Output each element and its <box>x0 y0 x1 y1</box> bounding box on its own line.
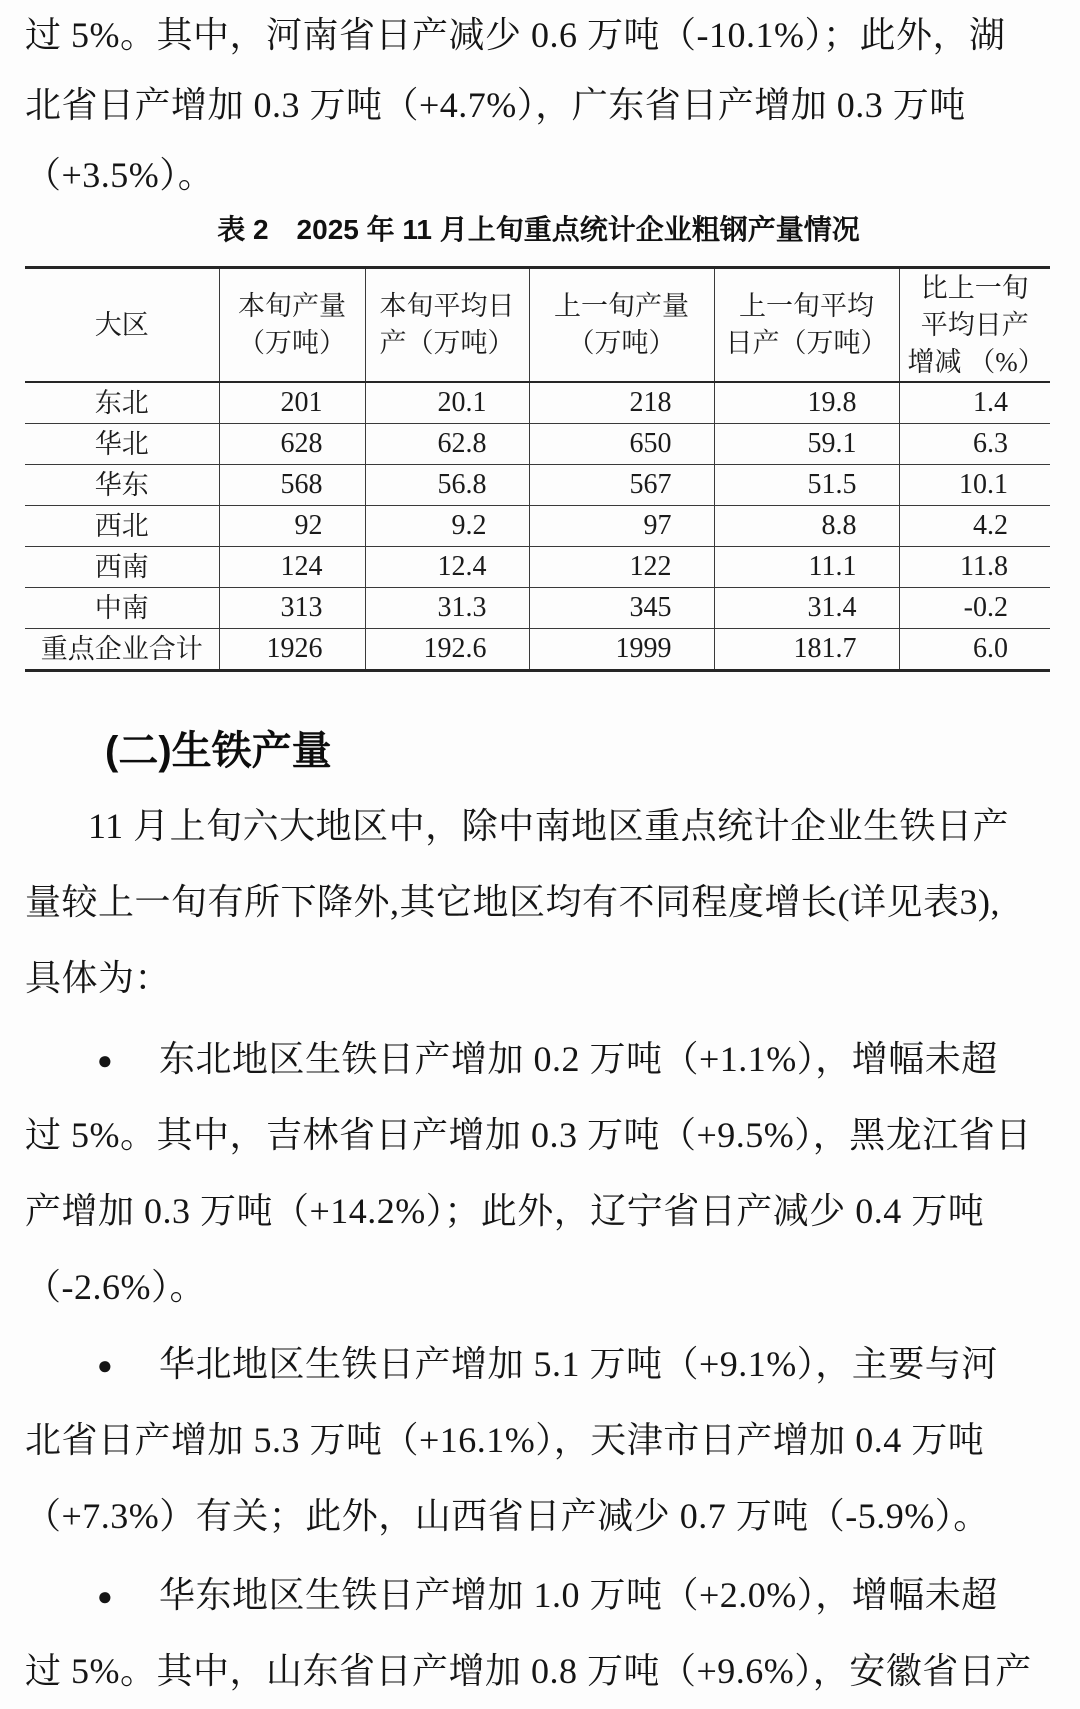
table-header <box>25 268 1050 383</box>
value-cell: 56.8 <box>365 465 529 506</box>
header-change-pct: 比上一旬平均日产增减 （%） <box>899 268 1050 383</box>
bullet-text: 东北地区生铁日产增加 0.2 万吨（+1.1%），增幅未超 <box>159 1039 998 1079</box>
table-title: 表 2 2025 年 11 月上旬重点统计企业粗钢产量情况 <box>217 214 860 245</box>
text-line: （-2.6%）。 <box>25 1267 206 1307</box>
table-row <box>25 547 1050 588</box>
value-cell: 20.1 <box>365 382 529 424</box>
value-cell: 218 <box>529 382 714 424</box>
text-line: 11 月上旬六大地区中，除中南地区重点统计企业生铁日产 <box>88 806 1010 846</box>
table-row <box>25 382 1050 424</box>
value-cell: 31.3 <box>365 588 529 629</box>
paragraph-crude-steel-detail <box>25 0 1052 210</box>
text-line <box>25 1021 1052 1097</box>
value-cell: 31.4 <box>714 588 899 629</box>
text-line: 产增加 0.3 万吨（+14.2%）；此外，辽宁省日产减少 0.4 万吨 <box>25 1191 985 1231</box>
text-line: 具体为： <box>25 958 172 998</box>
value-cell: 11.1 <box>714 547 899 588</box>
table-header-row <box>25 268 1050 383</box>
bullet-icon: ● <box>97 1351 114 1380</box>
header-current-output: 本旬产量 （万吨） <box>219 268 365 383</box>
text-line: （+7.3%）有关；此外，山西省日产减少 0.7 万吨（-5.9%）。 <box>25 1496 990 1536</box>
table-row <box>25 588 1050 629</box>
region-cell: 重点企业合计 <box>25 629 219 671</box>
region-cell: 西南 <box>25 547 219 588</box>
value-cell: 1.4 <box>973 387 1008 418</box>
text-line: （+3.5%）。 <box>25 155 215 195</box>
value-cell: 6.3 <box>899 424 1050 465</box>
value-cell: 59.1 <box>714 424 899 465</box>
value-cell: 650 <box>529 424 714 465</box>
text-line: 量较上一旬有所下降外,其它地区均有不同程度增长(详见表3), <box>25 882 1000 922</box>
value-cell: 1926 <box>219 629 365 671</box>
value-cell: 9.2 <box>365 506 529 547</box>
bullet-icon: ● <box>97 1582 114 1611</box>
table-row <box>25 465 1050 506</box>
text-line: 北省日产增加 0.3 万吨（+4.7%），广东省日产增加 0.3 万吨 <box>25 85 966 125</box>
table-body <box>25 382 1050 671</box>
table-row-total <box>25 629 1050 671</box>
value-cell: 11.8 <box>899 547 1050 588</box>
bullet-paragraph-northeast <box>25 1021 1052 1325</box>
section-heading-pig-iron: (二)生铁产量 <box>105 729 332 773</box>
text-line: 过 5%。其中，山东省日产增加 0.8 万吨（+9.6%），安徽省日产 <box>25 1651 1032 1691</box>
value-cell: 122 <box>529 547 714 588</box>
region-cell: 西北 <box>25 506 219 547</box>
paragraph-pig-iron-intro <box>25 788 1052 1016</box>
bullet-paragraph-north-china <box>25 1326 1052 1554</box>
value-cell: 62.8 <box>365 424 529 465</box>
region-cell: 东北 <box>25 382 219 424</box>
value-cell: 567 <box>529 465 714 506</box>
region-cell: 华北 <box>25 424 219 465</box>
region-cell: 华东 <box>25 465 219 506</box>
text-line <box>25 1326 1052 1402</box>
value-cell: -0.2 <box>899 588 1050 629</box>
value-cell: 181.7 <box>714 629 899 671</box>
region-cell: 中南 <box>25 588 219 629</box>
crude-steel-production-table <box>25 266 1050 672</box>
text-line: 过 5%。其中，河南省日产减少 0.6 万吨（-10.1%）；此外，湖 <box>25 15 1006 55</box>
value-cell: 12.4 <box>365 547 529 588</box>
value-cell: 8.8 <box>714 506 899 547</box>
bullet-text: 华东地区生铁日产增加 1.0 万吨（+2.0%），增幅未超 <box>159 1575 998 1615</box>
text-line: 北省日产增加 5.3 万吨（+16.1%），天津市日产增加 0.4 万吨 <box>25 1420 985 1460</box>
header-current-daily: 本旬平均日产（万吨） <box>365 268 529 383</box>
value-cell: 201 <box>219 382 365 424</box>
text-line: 过 5%。其中，吉林省日产增加 0.3 万吨（+9.5%），黑龙江省日 <box>25 1115 1032 1155</box>
value-cell: 92 <box>219 506 365 547</box>
value-cell: 124 <box>219 547 365 588</box>
bullet-text: 华北地区生铁日产增加 5.1 万吨（+9.1%），主要与河 <box>159 1344 998 1384</box>
table-row <box>25 424 1050 465</box>
value-cell: 6.0 <box>899 629 1050 671</box>
value-cell: 97 <box>529 506 714 547</box>
value-cell: 192.6 <box>365 629 529 671</box>
value-cell: 628 <box>219 424 365 465</box>
header-prev-output: 上一旬产量 （万吨） <box>529 268 714 383</box>
header-region: 大区 <box>25 268 219 383</box>
text-line <box>25 1557 1052 1633</box>
bullet-icon: ● <box>97 1046 114 1075</box>
value-cell: 345 <box>529 588 714 629</box>
value-cell: 51.5 <box>714 465 899 506</box>
value-cell: 313 <box>219 588 365 629</box>
value-cell: 568 <box>219 465 365 506</box>
bullet-paragraph-east-china <box>25 1557 1052 1709</box>
value-cell: 10.1 <box>899 465 1050 506</box>
value-cell: 4.2 <box>899 506 1050 547</box>
value-cell: 19.8 <box>714 382 899 424</box>
header-prev-daily: 上一旬平均 日产（万吨） <box>714 268 899 383</box>
table-row <box>25 506 1050 547</box>
value-cell: 1999 <box>529 629 714 671</box>
